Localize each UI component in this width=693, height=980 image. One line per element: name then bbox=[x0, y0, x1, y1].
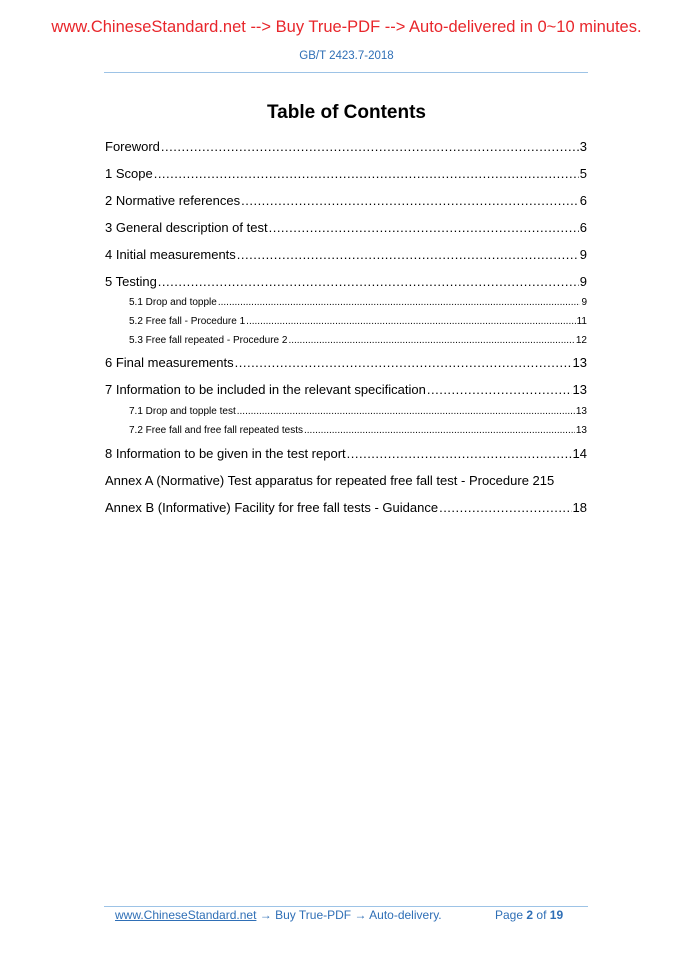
toc-entry-page: 12 bbox=[575, 335, 587, 346]
arrow-right-icon: → bbox=[354, 908, 367, 922]
toc-entry-label: 3 General description of test bbox=[105, 220, 268, 235]
toc-title: Table of Contents bbox=[266, 102, 427, 123]
leader-dots bbox=[246, 316, 575, 327]
toc-entry-label: 7.2 Free fall and free fall repeated tests bbox=[129, 425, 303, 436]
toc-entry-label: 1 Scope bbox=[105, 166, 153, 181]
toc-entry-label: 2 Normative references bbox=[105, 193, 241, 208]
toc-entry-page: 13 bbox=[575, 425, 587, 436]
toc-entry[interactable] bbox=[105, 247, 587, 262]
toc-entry-label: Annex B (Informative) Facility for free fall tests - Guidance bbox=[105, 500, 439, 515]
leader-dots bbox=[154, 166, 579, 181]
standard-id: GB/T 2423.7-2018 bbox=[299, 50, 394, 62]
leader-dots bbox=[427, 382, 572, 397]
footer-site-link[interactable]: www.ChineseStandard.net bbox=[115, 908, 257, 922]
leader-dots bbox=[304, 425, 575, 436]
page-total: 19 bbox=[549, 908, 564, 922]
page-label: Page bbox=[495, 908, 524, 922]
toc-entry-page: 9 bbox=[579, 247, 587, 262]
leader-dots bbox=[235, 355, 572, 370]
toc-subentry[interactable] bbox=[129, 335, 587, 346]
toc-entry-page: 13 bbox=[575, 406, 587, 417]
toc-entry-label: Foreword bbox=[105, 139, 160, 154]
toc-entry[interactable] bbox=[105, 139, 587, 154]
page-indicator bbox=[495, 908, 563, 922]
leader-dots bbox=[439, 500, 571, 515]
toc-entry[interactable] bbox=[105, 382, 587, 397]
toc-entry-label: 4 Initial measurements bbox=[105, 247, 236, 262]
header-banner[interactable]: www.ChineseStandard.net --> Buy True-PDF --> Auto-delivered in 0~10 minutes. bbox=[51, 18, 642, 36]
toc-entry[interactable] bbox=[105, 473, 587, 488]
toc-entry-label: 8 Information to be given in the test report bbox=[105, 446, 346, 461]
toc-entry[interactable] bbox=[105, 274, 587, 289]
toc-entry-label: Annex A (Normative) Test apparatus for repeated free fall test - Procedure 2 bbox=[105, 473, 540, 488]
leader-dots bbox=[237, 247, 579, 262]
toc-entry[interactable] bbox=[105, 355, 587, 370]
toc-entry[interactable] bbox=[105, 500, 587, 515]
toc-entry-page: 9 bbox=[579, 274, 587, 289]
toc-entry-page: 3 bbox=[579, 139, 587, 154]
footer-delivery-text: Auto-delivery. bbox=[369, 908, 442, 922]
toc-entry-page: 6 bbox=[579, 220, 587, 235]
footer-buy-text: Buy True-PDF bbox=[275, 908, 352, 922]
toc-entry-page: 14 bbox=[572, 446, 587, 461]
leader-dots bbox=[161, 139, 579, 154]
toc-entry-page: 15 bbox=[539, 473, 555, 488]
toc-entry-page: 5 bbox=[579, 166, 587, 181]
toc-subentry[interactable] bbox=[129, 406, 587, 417]
footer-promo bbox=[115, 908, 442, 922]
leader-dots bbox=[218, 297, 581, 308]
toc-entry[interactable] bbox=[105, 446, 587, 461]
toc-entry-page: 11 bbox=[576, 316, 587, 327]
arrow-right-icon: → bbox=[259, 908, 272, 922]
leader-dots bbox=[241, 193, 579, 208]
toc-entry-page: 13 bbox=[572, 382, 587, 397]
toc-subentry[interactable] bbox=[129, 316, 587, 327]
toc-entry-label: 6 Final measurements bbox=[105, 355, 234, 370]
toc-entry[interactable] bbox=[105, 220, 587, 235]
toc-entry[interactable] bbox=[105, 166, 587, 181]
toc-entry-page: 6 bbox=[579, 193, 587, 208]
leader-dots bbox=[347, 446, 572, 461]
toc-entry-label: 5 Testing bbox=[105, 274, 157, 289]
toc-entry-label: 7 Information to be included in the relevant specification bbox=[105, 382, 426, 397]
leader-dots bbox=[288, 335, 574, 346]
toc-entry[interactable] bbox=[105, 193, 587, 208]
toc-entry-page: 18 bbox=[572, 500, 587, 515]
toc-entry-label: 5.3 Free fall repeated - Procedure 2 bbox=[129, 335, 288, 346]
leader-dots bbox=[269, 220, 579, 235]
leader-dots bbox=[158, 274, 579, 289]
toc-subentry[interactable] bbox=[129, 425, 587, 436]
toc-subentry[interactable] bbox=[129, 297, 587, 308]
toc-entry-page: 13 bbox=[572, 355, 587, 370]
toc-entry-page: 9 bbox=[581, 297, 587, 308]
toc-entry-label: 5.1 Drop and topple bbox=[129, 297, 217, 308]
page-of-label: of bbox=[536, 908, 547, 922]
toc-entry-label: 5.2 Free fall - Procedure 1 bbox=[129, 316, 246, 327]
toc-entry-label: 7.1 Drop and topple test bbox=[129, 406, 236, 417]
footer-divider bbox=[104, 906, 588, 907]
page-current: 2 bbox=[526, 908, 534, 922]
leader-dots bbox=[237, 406, 575, 417]
